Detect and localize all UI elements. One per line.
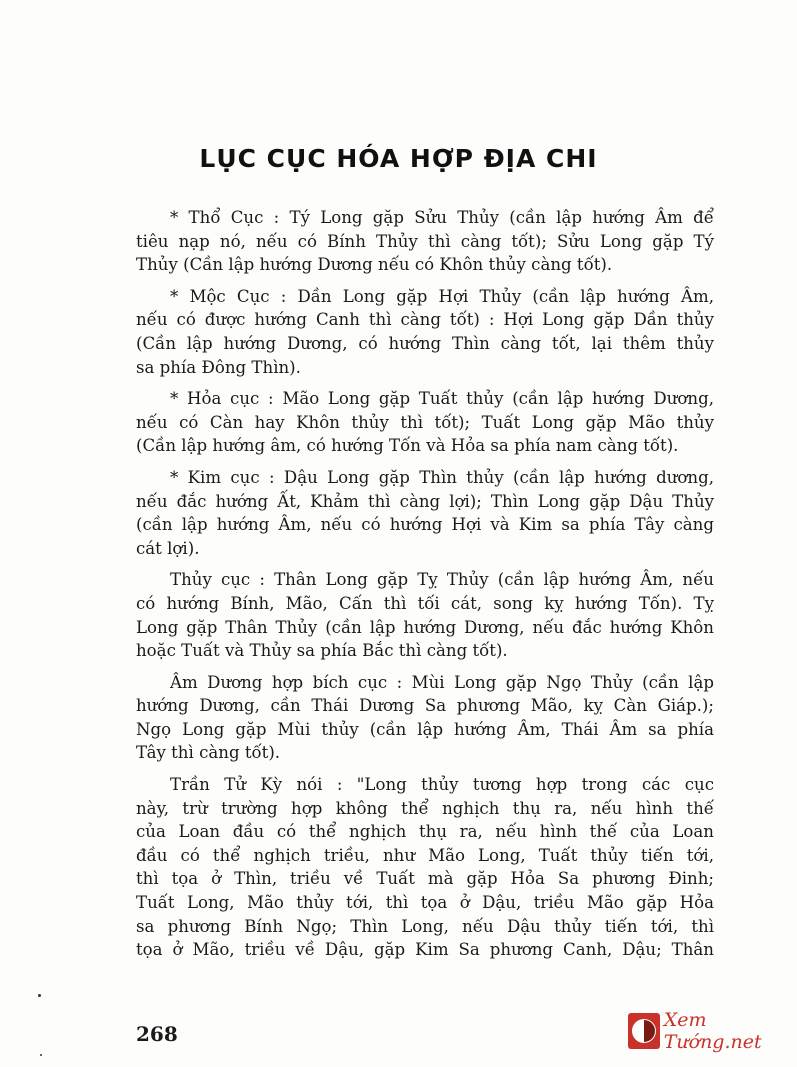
- paragraph: [136, 466, 714, 560]
- text-line: sa phía Đông Thìn).: [136, 357, 301, 377]
- yin-yang-icon: [632, 1019, 656, 1043]
- watermark: [628, 1010, 793, 1052]
- text-line: Thủy (Cần lập hướng Dương nếu có Khôn thủy càng tốt).: [136, 255, 613, 275]
- text-line: Long gặp Thân Thủy (cần lập hướng Dương, nếu đắc hướng Khôn: [136, 617, 714, 637]
- text-line: (cần lập hướng Âm, nếu có hướng Hợi và Kim sa phía Tây càng: [136, 515, 714, 535]
- text-line: Ngọ Long gặp Mùi thủy (cần lập hướng Âm, Thái Âm sa phía: [136, 719, 714, 739]
- text-line: Tuất Long, Mão thủy tới, thì tọa ở Dậu, triều Mão gặp Hỏa: [136, 893, 714, 913]
- paragraph: [136, 671, 714, 765]
- text-line: (Cần lập hướng Dương, có hướng Thìn càng tốt, lại thêm thủy: [136, 333, 714, 353]
- text-line: sa phương Bính Ngọ; Thìn Long, nếu Dậu thủy tiến tới, thì: [136, 916, 714, 936]
- text-line: có hướng Bính, Mão, Cấn thì tối cát, song kỵ hướng Tốn). Tỵ: [136, 593, 714, 613]
- text-line: hoặc Tuất và Thủy sa phía Bắc thì càng tốt).: [136, 641, 508, 661]
- scan-speck: [38, 994, 41, 997]
- scan-speck: [40, 1054, 42, 1056]
- text-line: hướng Dương, cần Thái Dương Sa phương Mão, kỵ Càn Giáp.);: [136, 696, 714, 716]
- text-line: * Hỏa cục : Mão Long gặp Tuất thủy (cần lập hướng Dương,: [170, 389, 714, 409]
- page-title: LỤC CỤC HÓA HỢP ĐỊA CHI: [199, 144, 598, 173]
- text-line: * Mộc Cục : Dần Long gặp Hợi Thủy (cần lập hướng Âm,: [170, 286, 714, 306]
- paragraph: [136, 773, 714, 962]
- watermark-text: Xem Tướng.net: [663, 1009, 762, 1053]
- text-line: Tây thì càng tốt).: [136, 743, 281, 763]
- text-line: cát lợi).: [136, 538, 200, 558]
- text-line: Âm Dương hợp bích cục : Mùi Long gặp Ngọ Thủy (cần lập: [170, 672, 714, 692]
- text-line: tiêu nạp nó, nếu có Bính Thủy thì càng tốt); Sửu Long gặp Tý: [136, 231, 714, 251]
- paragraph: [136, 206, 714, 277]
- text-line: * Kim cục : Dậu Long gặp Thìn thủy (cần lập hướng dương,: [170, 467, 714, 487]
- text-line: nếu đắc hướng Ất, Khảm thì càng lợi); Thìn Long gặp Dậu Thủy: [136, 491, 714, 511]
- paragraph: [136, 568, 714, 662]
- text-line: nếu có được hướng Canh thì càng tốt) : Hợi Long gặp Dần thủy: [136, 310, 714, 330]
- paragraph: [136, 387, 714, 458]
- text-line: đầu có thể nghịch triều, như Mão Long, Tuất thủy tiến tới,: [136, 845, 714, 865]
- text-line: thì tọa ở Thìn, triều về Tuất mà gặp Hỏa Sa phương Đinh;: [136, 869, 714, 889]
- text-line: (Cần lập hướng âm, có hướng Tốn và Hỏa sa phía nam càng tốt).: [136, 436, 679, 456]
- text-line: của Loan đầu có thể nghịch thụ ra, nếu hình thế của Loan: [136, 822, 714, 842]
- body-text: [136, 206, 714, 970]
- text-line: tọa ở Mão, triều về Dậu, gặp Kim Sa phương Canh, Dậu; Thân: [136, 940, 714, 960]
- text-line: này, trừ trường hợp không thể nghịch thụ ra, nếu hình thế: [136, 798, 714, 818]
- text-line: nếu có Càn hay Khôn thủy thì tốt); Tuất Long gặp Mão thủy: [136, 412, 714, 432]
- text-line: Thủy cục : Thân Long gặp Tỵ Thủy (cần lập hướng Âm, nếu: [170, 570, 714, 590]
- text-line: Trần Tử Kỳ nói : "Long thủy tương hợp trong các cục: [170, 775, 714, 795]
- paragraph: [136, 285, 714, 379]
- page-number: 268: [136, 1022, 178, 1046]
- watermark-logo: [628, 1013, 660, 1049]
- text-line: * Thổ Cục : Tý Long gặp Sửu Thủy (cần lập hướng Âm để: [170, 208, 714, 227]
